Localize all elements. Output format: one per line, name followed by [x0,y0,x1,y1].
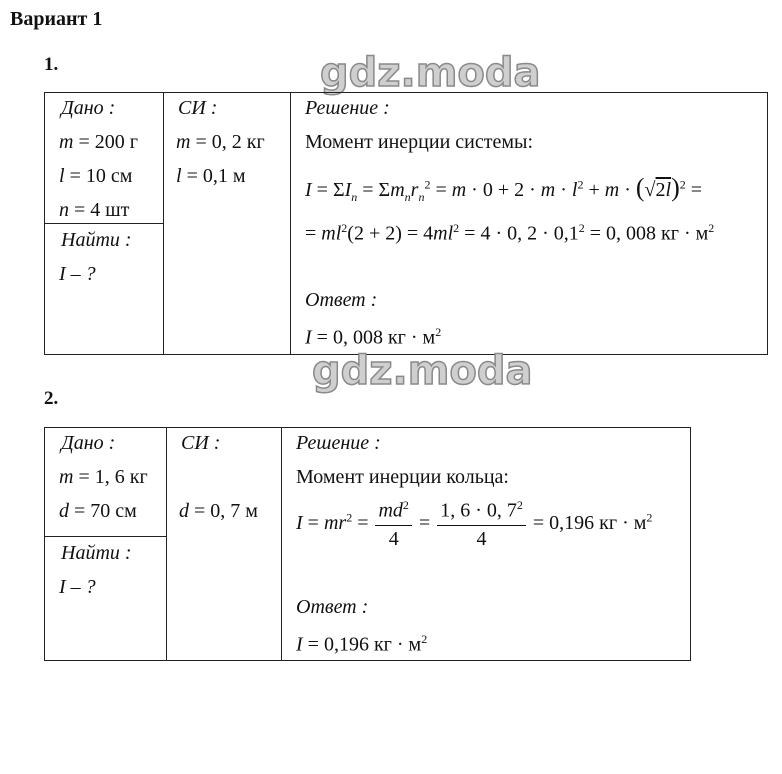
given-find-divider-2 [45,536,166,537]
solution-column-2 [282,428,691,661]
variant-title: Вариант 1 [10,8,103,30]
si-diameter-2: d = 0, 7 м [179,500,258,522]
find-value-2: I – ? [59,576,96,598]
given-column [45,93,164,355]
find-value: I – ? [59,263,96,285]
solution-header: Решение : [305,97,390,119]
find-header: Найти : [61,229,132,251]
given-mass-2: m = 1, 6 кг [59,466,148,488]
si-length: l = 0,1 м [176,165,246,187]
solution-header-2: Решение : [296,432,381,454]
si-column [164,93,291,355]
given-column-2 [45,428,167,661]
formula-line-1: $I = \Sigma I_n = \Sigma m_nr_n^2 = m \cdot 0 + 2 \cdot m \cdot l^2 + m \cdot (√2l)^2$ = [305,173,703,204]
si-header-2: СИ : [181,432,221,454]
si-column-2 [167,428,282,661]
fraction-md2-4: $\frac{md^2}{4}$ [375,498,411,551]
find-header-2: Найти : [61,542,132,564]
si-header: СИ : [178,97,218,119]
given-diameter-2: d = 70 см [59,500,137,522]
answer-header: Ответ : [305,289,378,311]
fraction-numeric: $\frac{1, 6 \cdot 0, 7^2}{4}$ [437,498,526,551]
given-mass: m = 200 г [59,131,138,153]
given-header-2: Дано : [61,432,116,454]
problem-1-table [44,92,768,355]
given-header: Дано : [61,97,116,119]
given-count: n = 4 шт [59,199,130,221]
watermark-logo-2: gdz.moda [312,348,533,394]
si-mass: m = 0, 2 кг [176,131,265,153]
watermark-logo: gdz.moda [320,50,541,96]
solution-intro-2: Момент инерции кольца: [296,466,509,488]
solution-intro: Момент инерции системы: [305,131,533,153]
problem-2-table [44,427,691,661]
answer-header-2: Ответ : [296,596,369,618]
solution-column [291,93,768,355]
given-length: l = 10 см [59,165,133,187]
formula-2: $I = mr^2$ = $\frac{md^2}{4}$ = $\frac{1, 6 \cdot 0, 7^2}{4}$ = 0,196 кг · $м^2$ [296,498,653,550]
problem-1-number: 1. [44,54,59,75]
answer-value-2: I = 0,196 кг · $м^2$ [296,632,428,656]
formula-line-2: = $ml^2(2 + 2) = 4ml^2 = 4 \cdot 0$, $2 \cdot 0,1^2 = 0$, 008 кг · $м^2$ [305,221,715,245]
answer-value: I = 0, 008 кг · $м^2$ [305,325,442,349]
given-find-divider [45,223,163,224]
problem-2-number: 2. [44,388,59,409]
